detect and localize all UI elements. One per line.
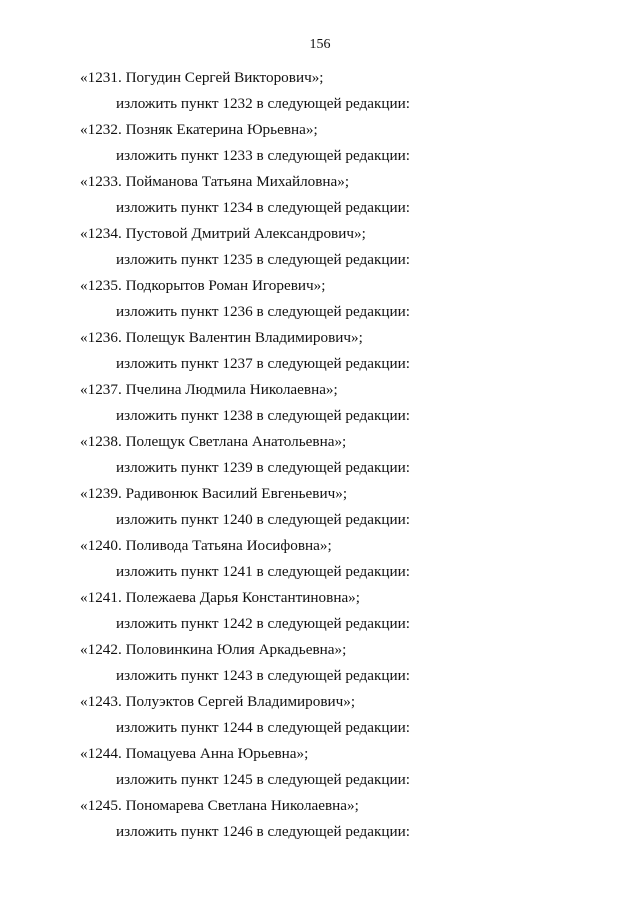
instruction-line: изложить пункт 1246 в следующей редакции: <box>116 823 410 840</box>
entry-line: «1238. Полещук Светлана Анатольевна»; <box>80 433 347 450</box>
instruction-line: изложить пункт 1235 в следующей редакции: <box>116 251 410 268</box>
entry-line: «1232. Позняк Екатерина Юрьевна»; <box>80 121 318 138</box>
entry-line: «1242. Половинкина Юлия Аркадьевна»; <box>80 641 347 658</box>
instruction-line: изложить пункт 1240 в следующей редакции: <box>116 511 410 528</box>
instruction-line: изложить пункт 1237 в следующей редакции: <box>116 355 410 372</box>
instruction-line: изложить пункт 1241 в следующей редакции: <box>116 563 410 580</box>
entry-line: «1240. Поливода Татьяна Иосифовна»; <box>80 537 332 554</box>
entry-line: «1239. Радивонюк Василий Евгеньевич»; <box>80 485 348 502</box>
entry-line: «1243. Полуэктов Сергей Владимирович»; <box>80 693 356 710</box>
entry-line: «1237. Пчелина Людмила Николаевна»; <box>80 381 338 398</box>
instruction-line: изложить пункт 1238 в следующей редакции: <box>116 407 410 424</box>
instruction-line: изложить пункт 1234 в следующей редакции: <box>116 199 410 216</box>
entry-line: «1236. Полещук Валентин Владимирович»; <box>80 329 363 346</box>
instruction-line: изложить пункт 1244 в следующей редакции: <box>116 719 410 736</box>
entry-line: «1234. Пустовой Дмитрий Александрович»; <box>80 225 366 242</box>
instruction-line: изложить пункт 1239 в следующей редакции: <box>116 459 410 476</box>
instruction-line: изложить пункт 1242 в следующей редакции: <box>116 615 410 632</box>
entry-line: «1241. Полежаева Дарья Константиновна»; <box>80 589 360 606</box>
entry-line: «1235. Подкорытов Роман Игоревич»; <box>80 277 326 294</box>
entry-line: «1233. Пойманова Татьяна Михайловна»; <box>80 173 350 190</box>
entry-line: «1231. Погудин Сергей Викторович»; <box>80 69 324 86</box>
instruction-line: изложить пункт 1236 в следующей редакции: <box>116 303 410 320</box>
entry-line: «1245. Пономарева Светлана Николаевна»; <box>80 797 359 814</box>
instruction-line: изложить пункт 1243 в следующей редакции: <box>116 667 410 684</box>
instruction-line: изложить пункт 1232 в следующей редакции: <box>116 95 410 112</box>
page-number: 156 <box>309 37 331 52</box>
entry-line: «1244. Помацуева Анна Юрьевна»; <box>80 745 309 762</box>
instruction-line: изложить пункт 1233 в следующей редакции: <box>116 147 410 164</box>
instruction-line: изложить пункт 1245 в следующей редакции: <box>116 771 410 788</box>
